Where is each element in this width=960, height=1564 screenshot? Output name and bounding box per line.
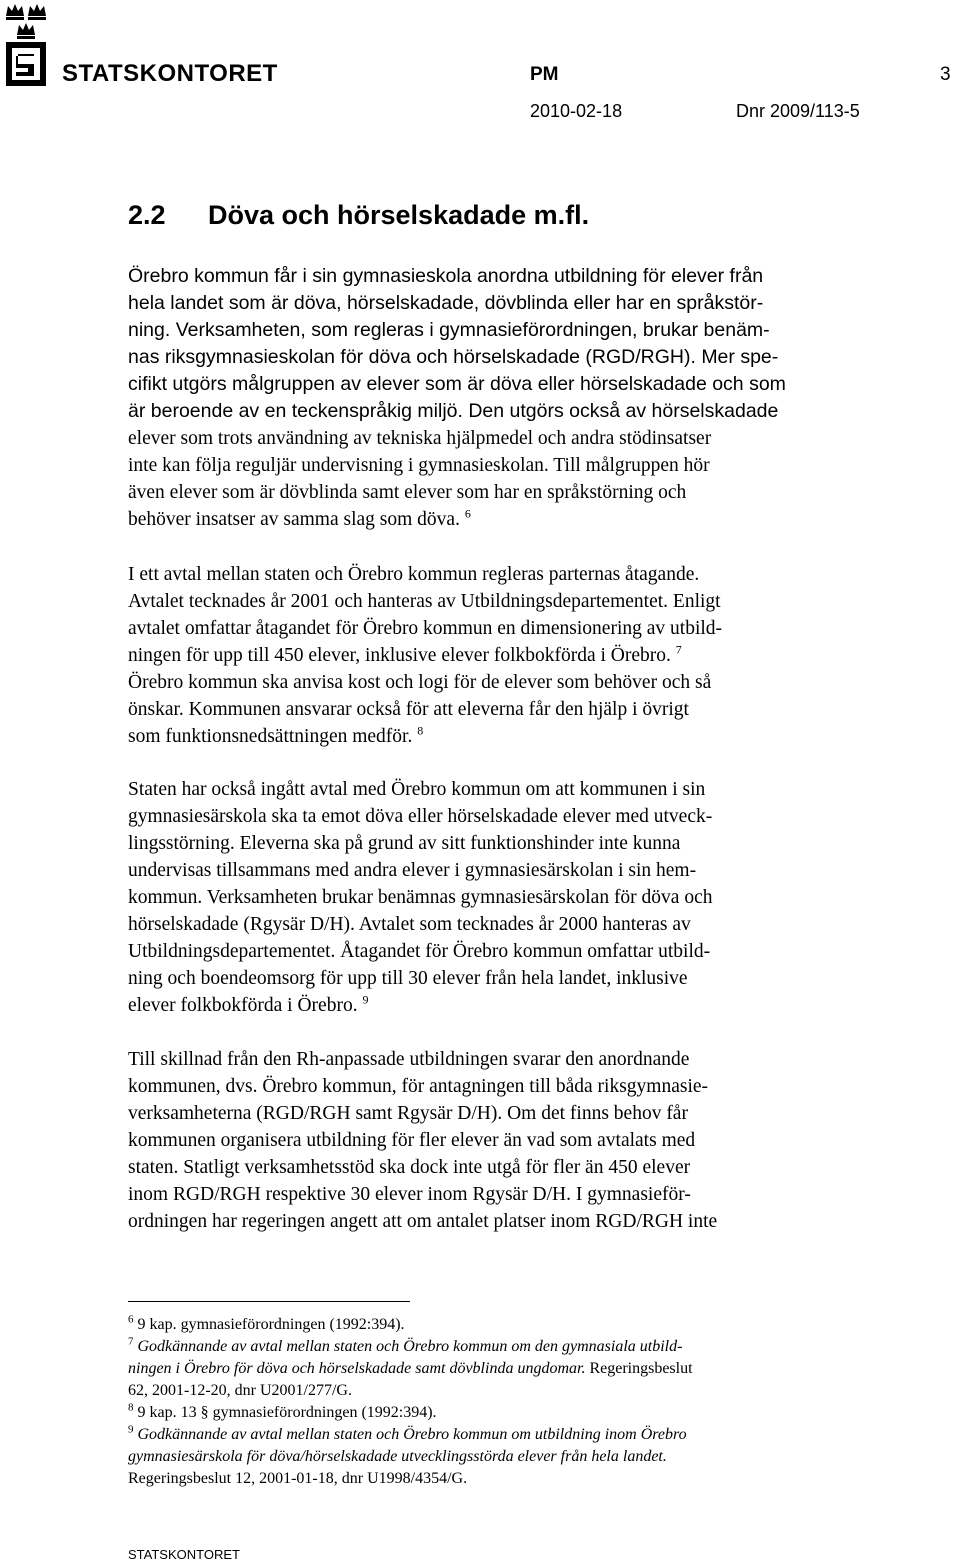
text-line: elever folkbokförda i Örebro. $^9$: [128, 992, 369, 1016]
text-line: I ett avtal mellan staten och Örebro kommun regleras parternas åtagande.: [128, 564, 700, 585]
footnote-7: $^7$ Godkännande av avtal mellan staten och Örebro kommun om den gymnasiala utbild-: [128, 1335, 683, 1355]
paragraph-3: [128, 776, 848, 1019]
text-line: Örebro kommun ska anvisa kost och logi för de elever som behöver och så: [128, 672, 712, 693]
footnote-ref: 9: [362, 992, 369, 1007]
text-line: Avtalet tecknades år 2001 och hanteras av Utbildningsdepartementet. Enligt: [128, 591, 721, 612]
text-line: ning och boendeomsorg för upp till 30 elever från hela landet, inklusive: [128, 968, 688, 989]
section-number: 2.2: [128, 200, 166, 230]
footnote-7-cont: 62, 2001-12-20, dnr U2001/277/G.: [128, 1382, 352, 1399]
footnote-6: $^6$ 9 kap. gymnasieförordningen (1992:394).: [128, 1313, 405, 1333]
text-line: önskar. Kommunen ansvarar också för att eleverna får den hjälp i övrigt: [128, 699, 689, 720]
page-footer: STATSKONTORET: [128, 1547, 240, 1562]
text-line: Utbildningsdepartementet. Åtagandet för Örebro kommun omfattar utbild-: [128, 941, 711, 962]
document-date: 2010-02-18: [530, 101, 623, 121]
text-line: avtalet omfattar åtagandet för Örebro kommun en dimensionering av utbild-: [128, 618, 723, 639]
s-emblem-icon: [6, 42, 46, 86]
text-line: inom RGD/RGH respektive 30 elever inom Rgysär D/H. I gymnasieför-: [128, 1184, 691, 1205]
paragraph-2: [128, 561, 848, 750]
document-type: PM: [530, 64, 559, 85]
text-line: kommun. Verksamheten brukar benämnas gymnasiesärskolan för döva och: [128, 887, 713, 908]
footnote-ref: 8: [417, 723, 424, 738]
footnote-9: $^9$ Godkännande av avtal mellan staten och Örebro kommun om utbildning inom Örebro: [128, 1423, 687, 1443]
footnote-8: $^8$ 9 kap. 13 § gymnasieförordningen (1992:394).: [128, 1401, 437, 1421]
text-line: cifikt utgörs målgruppen av elever som är döva eller hörselskadade och som: [128, 373, 786, 395]
footnote-separator: [128, 1301, 410, 1302]
footnote-7-cont: ningen i Örebro för döva och hörselskadade samt dövblinda ungdomar. Regeringsbeslut: [128, 1360, 693, 1377]
text-line: verksamheterna (RGD/RGH samt Rgysär D/H). Om det finns behov får: [128, 1103, 688, 1124]
text-line: Staten har också ingått avtal med Örebro kommun om att kommunen i sin: [128, 779, 706, 800]
text-line: gymnasiesärskola ska ta emot döva eller hörselskadade elever med utveck-: [128, 806, 713, 827]
text-line: som funktionsnedsättningen medför. $^8$: [128, 723, 424, 747]
logo-wordmark: STATSKONTORET: [62, 60, 278, 87]
text-line: kommunen organisera utbildning för fler elever än vad som avtalats med: [128, 1130, 696, 1151]
section-title: Döva och hörselskadade m.fl.: [208, 200, 590, 230]
text-line: är beroende av en teckenspråkig miljö. Den utgörs också av hörselskadade: [128, 400, 779, 422]
three-crowns-icon: [6, 4, 46, 39]
text-line: ordningen har regeringen angett att om antalet platser inom RGD/RGH inte: [128, 1211, 718, 1232]
footnote-9-cont: Regeringsbeslut 12, 2001-01-18, dnr U1998/4354/G.: [128, 1470, 468, 1487]
text-line: behöver insatser av samma slag som döva. $^6$: [128, 506, 471, 530]
text-line: ning. Verksamheten, som regleras i gymnasieförordningen, brukar benäm-: [128, 319, 770, 341]
text-line: inte kan följa reguljär undervisning i gymnasieskolan. Till målgruppen hör: [128, 455, 710, 476]
text-line: även elever som är dövblinda samt elever som har en språkstörning och: [128, 482, 687, 503]
footnote-9-cont: gymnasiesärskola för döva/hörselskadade utvecklingsstörda elever från hela landet.: [128, 1448, 667, 1465]
footnotes: [128, 1314, 848, 1490]
text-line: undervisas tillsammans med andra elever i gymnasiesärskolan i sin hem-: [128, 860, 697, 881]
paragraph-4: [128, 1046, 848, 1235]
text-line: nas riksgymnasieskolan för döva och hörselskadade (RGD/RGH). Mer spe-: [128, 346, 779, 368]
text-line: hörselskadade (Rgysär D/H). Avtalet som tecknades år 2000 hanteras av: [128, 914, 691, 935]
footnote-ref: 7: [675, 642, 682, 657]
text-line: Till skillnad från den Rh-anpassade utbildningen svarar den anordnande: [128, 1049, 690, 1070]
page-number: 3: [940, 64, 951, 85]
text-line: ningen för upp till 450 elever, inklusive elever folkbokförda i Örebro. $^7$: [128, 642, 682, 666]
paragraph-1: [128, 263, 848, 533]
text-line: Örebro kommun får i sin gymnasieskola anordna utbildning för elever från: [128, 265, 764, 287]
text-line: staten. Statligt verksamhetsstöd ska dock inte utgå för fler än 450 elever: [128, 1157, 691, 1178]
text-line: kommunen, dvs. Örebro kommun, för antagningen till båda riksgymnasie-: [128, 1076, 709, 1097]
text-line: elever som trots användning av tekniska hjälpmedel och andra stödinsatser: [128, 428, 712, 449]
document-dnr: Dnr 2009/113-5: [736, 101, 860, 121]
text-line: lingsstörning. Eleverna ska på grund av sitt funktionshinder inte kunna: [128, 833, 681, 854]
text-line: hela landet som är döva, hörselskadade, dövblinda eller har en språkstör-: [128, 292, 764, 314]
footnote-ref: 6: [464, 506, 471, 521]
